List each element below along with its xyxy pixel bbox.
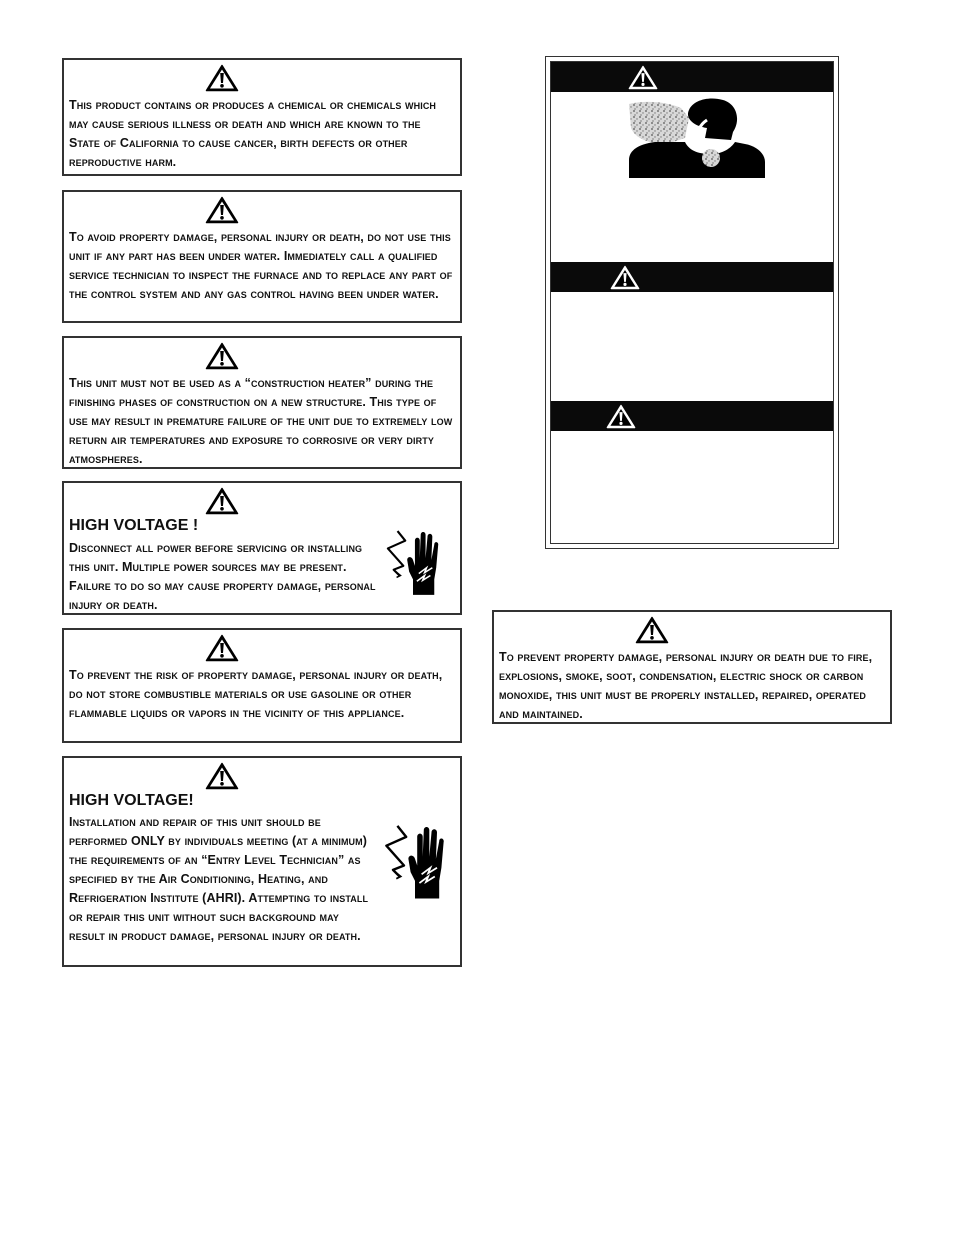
- warning-box-flammables: [62, 628, 462, 743]
- warning-triangle-icon: [205, 634, 239, 662]
- warning-text: To prevent the risk of property damage, personal injury or death, do not store combustible materials or use gasoline or other flammable liquids or vapors in the vicinity of this appliance.: [69, 668, 443, 720]
- warning-band-3: [551, 401, 833, 431]
- warning-box-water-damage: [62, 190, 462, 323]
- warning-triangle-icon: [635, 616, 669, 644]
- warning-box-chemicals: [62, 58, 462, 176]
- electric-shock-hand-icon: [384, 527, 442, 595]
- warning-band-1: [551, 62, 833, 92]
- high-voltage-title: HIGH VOLTAGE !: [69, 517, 199, 534]
- warning-box-high-voltage-1: [62, 481, 462, 615]
- warning-triangle-icon: [205, 196, 239, 224]
- inhalation-hazard-icon: [627, 98, 767, 178]
- warning-box-construction-heater: [62, 336, 462, 469]
- warning-text: To avoid property damage, personal injury or death, do not use this unit if any part has been under water. Immediately call a qualified service technician to inspect the furnace and to replace any part of the control system and any gas control having been under water.: [69, 230, 453, 301]
- warning-text: Installation and repair of this unit should be performed ONLY by individuals meeting (at a minimum) the requirements of an “Entry Level Technician” as specified by the Air Conditioning, Heating, and Refrigeration Institute (AHRI). Attempting to install or repair this unit without such background may result in product damage, personal injury or death.: [69, 815, 369, 943]
- warning-box-installation: [492, 610, 892, 724]
- warning-triangle-icon: [205, 64, 239, 92]
- hazard-panel: [545, 56, 839, 549]
- warning-text: To prevent property damage, personal injury or death due to fire, explosions, smoke, soot, condensation, electric shock or carbon monoxide, this unit must be properly installed, repaired, operated and maintained.: [499, 650, 873, 721]
- warning-text: Disconnect all power before servicing or installing this unit. Multiple power sources may be present. Failure to do so may cause property damage, personal injury or death.: [69, 541, 376, 612]
- warning-triangle-icon: [205, 762, 239, 790]
- warning-text: This unit must not be used as a “construction heater” during the finishing phases of construction on a new structure. This type of use may result in premature failure of the unit due to extremely low return air temperatures and exposure to corrosive or very dirty atmospheres.: [69, 376, 453, 466]
- warning-band-2: [551, 262, 833, 292]
- warning-box-high-voltage-2: [62, 756, 462, 967]
- warning-triangle-icon: [606, 404, 636, 429]
- warning-triangle-icon: [610, 265, 640, 290]
- warning-text: This product contains or produces a chemical or chemicals which may cause serious illness or death and which are known to the State of California to cause cancer, birth defects or other reproductive harm.: [69, 98, 437, 169]
- warning-triangle-icon: [205, 487, 239, 515]
- warning-triangle-icon: [205, 342, 239, 370]
- warning-triangle-icon: [628, 65, 658, 90]
- hazard-panel-inner: [550, 61, 834, 544]
- electric-shock-hand-icon: [382, 816, 448, 904]
- high-voltage-title: HIGH VOLTAGE!: [69, 792, 194, 809]
